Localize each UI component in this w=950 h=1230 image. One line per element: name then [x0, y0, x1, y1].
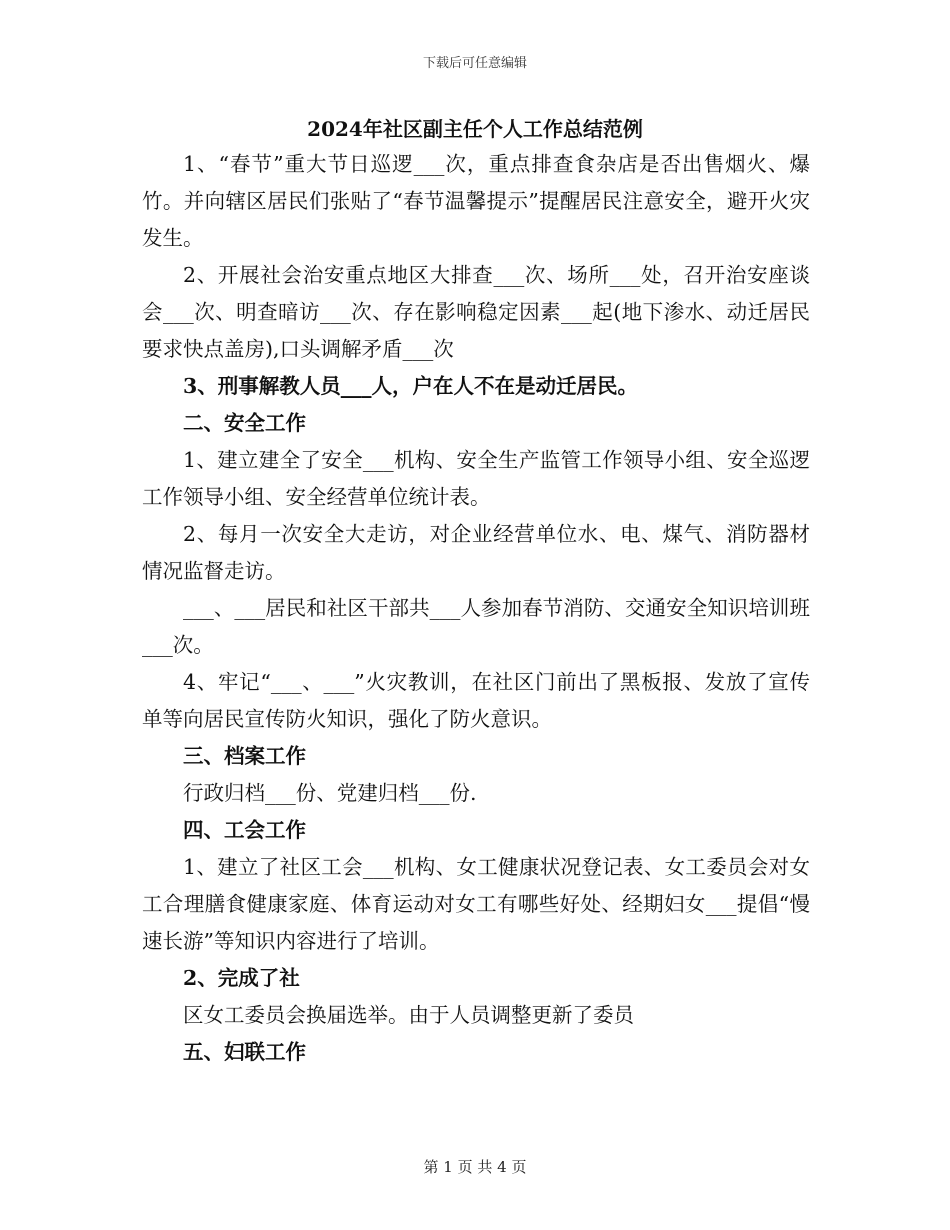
paragraph-7: ___、___居民和社区干部共___人参加春节消防、交通安全知识培训班___次。 — [142, 596, 810, 657]
page-number: 第 1 页 共 4 页 — [423, 1158, 527, 1176]
paragraph-12: 1、建立了社区工会___机构、女工健康状况登记表、女工委员会对女工合理膳食健康家庭、体育运动对女工有哪些好处、经期妇女___提倡“慢速长游”等知识内容进行了培训。 — [142, 855, 810, 953]
paragraph-10: 行政归档___份、党建归档___份. — [183, 781, 477, 805]
paragraph-13: 2、完成了社 — [183, 966, 300, 990]
paragraph-6: 2、每月一次安全大走访，对企业经营单位水、电、煤气、消防器材情况监督走访。 — [142, 522, 810, 583]
paragraph-3: 3、刑事解教人员___人，户在人不在是动迁居民。 — [183, 374, 639, 398]
section-heading-union: 四、工会工作 — [183, 818, 306, 842]
paragraph-14: 区女工委员会换届选举。由于人员调整更新了委员 — [183, 1003, 634, 1027]
paragraph-8: 4、牢记“___、___”火灾教训，在社区门前出了黑板报、发放了宣传单等向居民宣传防火知识，强化了防火意识。 — [142, 670, 810, 731]
paragraph-1: 1、“春节”重大节日巡逻___次，重点排查食杂店是否出售烟火、爆竹。并向辖区居民们张贴了“春节温馨提示”提醒居民注意安全，避开火灾发生。 — [142, 152, 810, 250]
paragraph-5: 1、建立建全了安全___机构、安全生产监管工作领导小组、安全巡逻工作领导小组、安全经营单位统计表。 — [142, 448, 810, 509]
document-body — [142, 146, 810, 1071]
page-header-note: 下载后可任意编辑 — [422, 56, 527, 71]
section-heading-safety: 二、安全工作 — [183, 411, 306, 435]
document-title: 2024年社区副主任个人工作总结范例 — [307, 117, 643, 141]
paragraph-2: 2、开展社会治安重点地区大排查___次、场所___处，召开治安座谈会___次、明查暗访___次、存在影响稳定因素___起(地下渗水、动迁居民要求快点盖房),口头调解矛盾___次 — [142, 263, 810, 361]
section-heading-womens-federation: 五、妇联工作 — [183, 1040, 306, 1064]
section-heading-archives: 三、档案工作 — [183, 744, 306, 768]
